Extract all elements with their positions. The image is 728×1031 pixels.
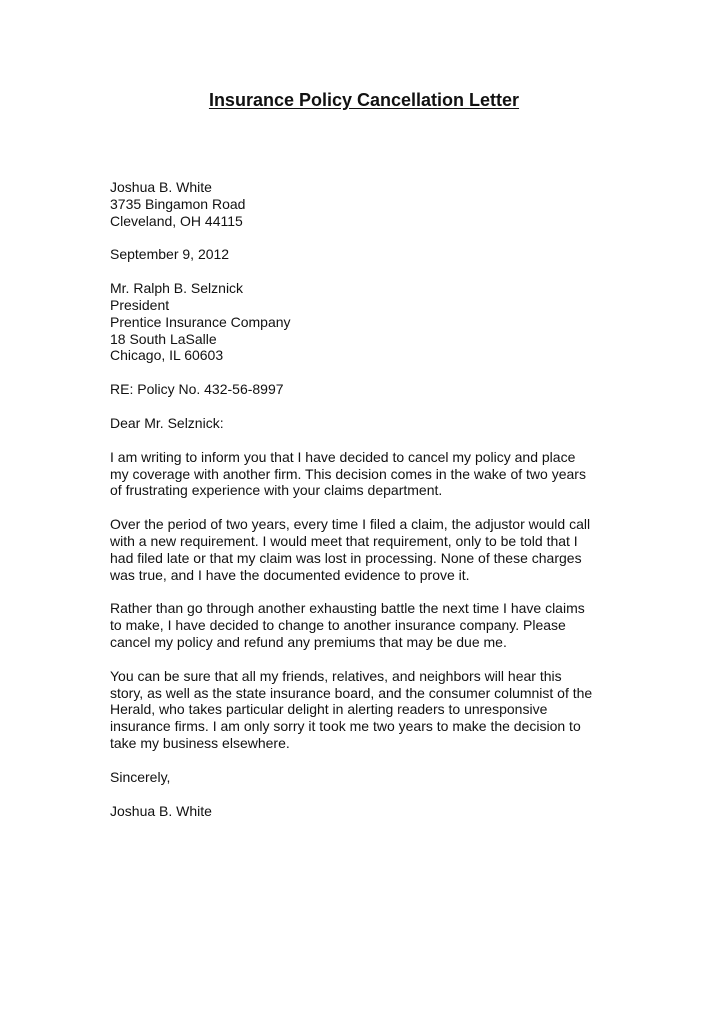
recipient-company: Prentice Insurance Company <box>110 313 291 330</box>
spacer <box>110 651 630 668</box>
spacer <box>110 786 630 803</box>
spacer <box>110 752 630 769</box>
signature-name: Joshua B. White <box>110 802 212 819</box>
paragraph-1 <box>110 449 630 499</box>
salutation: Dear Mr. Selznick: <box>110 414 224 431</box>
spacer <box>110 432 630 449</box>
paragraph-line: Rather than go through another exhausting battle the next time I have claims <box>110 600 585 617</box>
paragraph-line: You can be sure that all my friends, relatives, and neighbors will hear this <box>110 667 562 684</box>
recipient-address <box>110 280 630 364</box>
paragraph-line: story, as well as the state insurance board, and the consumer columnist of the <box>110 684 593 701</box>
letter-date: September 9, 2012 <box>110 246 230 263</box>
letter-date-block <box>110 246 630 263</box>
recipient-city: Chicago, IL 60603 <box>110 347 224 364</box>
paragraph-line: take my business elsewhere. <box>110 734 290 751</box>
paragraph-line: cancel my policy and refund any premiums that may be due me. <box>110 633 507 650</box>
reference-line: RE: Policy No. 432-56-8997 <box>110 381 284 398</box>
recipient-name: Mr. Ralph B. Selznick <box>110 280 244 297</box>
paragraph-line: had filed late or that my claim was lost in processing. None of these charges <box>110 549 582 566</box>
recipient-title: President <box>110 296 170 313</box>
closing: Sincerely, <box>110 768 171 785</box>
paragraph-2 <box>110 516 630 583</box>
letter-body <box>110 179 630 819</box>
paragraph-3 <box>110 600 630 650</box>
paragraph-line: Over the period of two years, every time I filed a claim, the adjustor would call <box>110 516 591 533</box>
sender-address <box>110 179 630 229</box>
reference-line-block <box>110 381 630 398</box>
paragraph-line: of frustrating experience with your claims department. <box>110 482 443 499</box>
paragraph-line: to make, I have decided to change to another insurance company. Please <box>110 617 566 634</box>
paragraph-4 <box>110 668 630 752</box>
closing-block <box>110 769 630 786</box>
letter-title: Insurance Policy Cancellation Letter <box>208 90 520 110</box>
sender-city: Cleveland, OH 44115 <box>110 212 243 229</box>
spacer <box>110 263 630 280</box>
salutation-block <box>110 415 630 432</box>
spacer <box>110 398 630 415</box>
paragraph-line: with a new requirement. I would meet that requirement, only to be told that I <box>110 532 578 549</box>
paragraph-line: was true, and I have the documented evidence to prove it. <box>110 566 470 583</box>
spacer <box>110 229 630 246</box>
paragraph-line: Herald, who takes particular delight in alerting readers to unresponsive <box>110 701 548 718</box>
sender-street: 3735 Bingamon Road <box>110 195 246 212</box>
sender-name: Joshua B. White <box>110 179 212 195</box>
paragraph-line: insurance firms. I am only sorry it took me two years to make the decision to <box>110 718 581 735</box>
paragraph-line: my coverage with another firm. This decision comes in the wake of two years <box>110 465 586 482</box>
spacer <box>110 583 630 600</box>
spacer <box>110 364 630 381</box>
spacer <box>110 499 630 516</box>
signature-block <box>110 803 630 820</box>
paragraph-line: I am writing to inform you that I have decided to cancel my policy and place <box>110 448 576 465</box>
recipient-street: 18 South LaSalle <box>110 330 217 347</box>
